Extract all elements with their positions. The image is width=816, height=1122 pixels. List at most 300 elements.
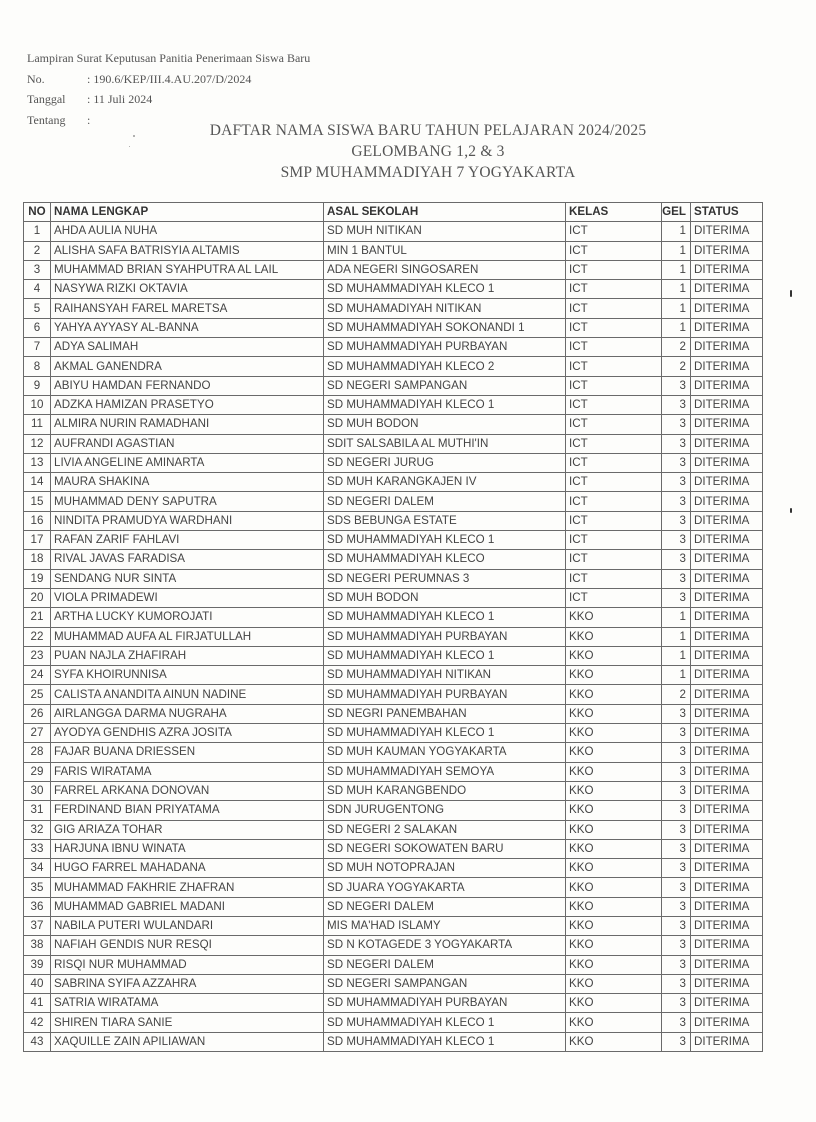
cell-name: ALMIRA NURIN RAMADHANI: [51, 415, 324, 434]
table-row: [24, 241, 763, 260]
cell-school: SD MUHAMADIYAH NITIKAN: [324, 299, 566, 318]
field-value: : 11 Juli 2024: [87, 92, 153, 106]
cell-class: ICT: [566, 453, 662, 472]
cell-school: SD MUH BODON: [324, 588, 566, 607]
cell-school: SDN JURUGENTONG: [324, 801, 566, 820]
cell-class: KKO: [566, 974, 662, 993]
cell-class: KKO: [566, 762, 662, 781]
table-row: [24, 222, 763, 241]
cell-status: DITERIMA: [691, 222, 763, 241]
cell-no: 14: [24, 473, 51, 492]
cell-status: DITERIMA: [691, 878, 763, 897]
cell-name: ADYA SALIMAH: [51, 338, 324, 357]
cell-wave: 3: [662, 415, 691, 434]
cell-school: SD MUHAMMADIYAH KLECO 2: [324, 357, 566, 376]
cell-class: ICT: [566, 318, 662, 337]
cell-wave: 3: [662, 492, 691, 511]
table-row: [24, 260, 763, 279]
cell-status: DITERIMA: [691, 859, 763, 878]
cell-class: ICT: [566, 569, 662, 588]
cell-status: DITERIMA: [691, 338, 763, 357]
cell-name: MUHAMMAD GABRIEL MADANI: [51, 897, 324, 916]
table-row: [24, 974, 763, 993]
cell-status: DITERIMA: [691, 415, 763, 434]
cell-wave: 3: [662, 801, 691, 820]
cell-no: 4: [24, 280, 51, 299]
scan-edge-mark: [790, 290, 792, 297]
title-line-1: DAFTAR NAMA SISWA BARU TAHUN PELAJARAN 2024/2025: [209, 122, 647, 139]
cell-status: DITERIMA: [691, 395, 763, 414]
cell-no: 16: [24, 511, 51, 530]
header-class: KELAS: [566, 203, 662, 222]
cell-no: 39: [24, 955, 51, 974]
cell-status: DITERIMA: [691, 511, 763, 530]
cell-wave: 3: [662, 588, 691, 607]
cell-wave: 1: [662, 222, 691, 241]
cell-class: ICT: [566, 492, 662, 511]
cell-class: KKO: [566, 878, 662, 897]
cell-status: DITERIMA: [691, 627, 763, 646]
table-row: [24, 608, 763, 627]
cell-class: KKO: [566, 1032, 662, 1051]
cell-school: SD MUHAMMADIYAH KLECO 1: [324, 724, 566, 743]
cell-no: 29: [24, 762, 51, 781]
cell-no: 5: [24, 299, 51, 318]
cell-no: 17: [24, 531, 51, 550]
cell-wave: 3: [662, 743, 691, 762]
cell-wave: 1: [662, 280, 691, 299]
cell-status: DITERIMA: [691, 318, 763, 337]
cell-status: DITERIMA: [691, 1032, 763, 1051]
table-row: [24, 627, 763, 646]
table-row: [24, 916, 763, 935]
cell-class: ICT: [566, 395, 662, 414]
cell-wave: 3: [662, 395, 691, 414]
cell-wave: 2: [662, 338, 691, 357]
cell-name: SATRIA WIRATAMA: [51, 994, 324, 1013]
cell-no: 21: [24, 608, 51, 627]
cell-class: ICT: [566, 222, 662, 241]
cell-wave: 3: [662, 974, 691, 993]
cell-class: ICT: [566, 415, 662, 434]
cell-name: MAURA SHAKINA: [51, 473, 324, 492]
cell-status: DITERIMA: [691, 550, 763, 569]
cell-name: ARTHA LUCKY KUMOROJATI: [51, 608, 324, 627]
cell-wave: 3: [662, 897, 691, 916]
cell-school: SD MUHAMMADIYAH KLECO 1: [324, 1013, 566, 1032]
field-date: [27, 89, 310, 110]
cell-no: 24: [24, 666, 51, 685]
cell-school: SD JUARA YOGYAKARTA: [324, 878, 566, 897]
cell-wave: 1: [662, 608, 691, 627]
cell-wave: 3: [662, 434, 691, 453]
cell-no: 30: [24, 781, 51, 800]
cell-class: ICT: [566, 280, 662, 299]
cell-school: SD NEGRI PANEMBAHAN: [324, 704, 566, 723]
table-row: [24, 704, 763, 723]
table-row: [24, 994, 763, 1013]
cell-status: DITERIMA: [691, 781, 763, 800]
cell-no: 20: [24, 588, 51, 607]
cell-no: 2: [24, 241, 51, 260]
table-row: [24, 492, 763, 511]
table-row: [24, 569, 763, 588]
cell-wave: 3: [662, 550, 691, 569]
cell-status: DITERIMA: [691, 453, 763, 472]
field-value: : 190.6/KEP/III.4.AU.207/D/2024: [87, 71, 252, 86]
cell-school: SD NEGERI 2 SALAKAN: [324, 820, 566, 839]
cell-class: ICT: [566, 550, 662, 569]
cell-class: KKO: [566, 627, 662, 646]
cell-status: DITERIMA: [691, 820, 763, 839]
cell-status: DITERIMA: [691, 762, 763, 781]
cell-wave: 3: [662, 453, 691, 472]
table-row: [24, 550, 763, 569]
cell-school: SD NEGERI PERUMNAS 3: [324, 569, 566, 588]
cell-class: ICT: [566, 260, 662, 279]
cell-name: AIRLANGGA DARMA NUGRAHA: [51, 704, 324, 723]
field-label: Tanggal: [27, 92, 66, 106]
cell-school: SD N KOTAGEDE 3 YOGYAKARTA: [324, 936, 566, 955]
cell-wave: 3: [662, 916, 691, 935]
cell-class: ICT: [566, 241, 662, 260]
cell-wave: 2: [662, 357, 691, 376]
cell-name: RAIHANSYAH FAREL MARETSA: [51, 299, 324, 318]
header-no: NO: [24, 203, 51, 222]
cell-status: DITERIMA: [691, 299, 763, 318]
cell-class: KKO: [566, 743, 662, 762]
cell-name: ALISHA SAFA BATRISYIA ALTAMIS: [51, 241, 324, 260]
cell-name: GIG ARIAZA TOHAR: [51, 820, 324, 839]
table-row: [24, 646, 763, 665]
header-status: STATUS: [691, 203, 763, 222]
table-row: [24, 936, 763, 955]
table-row: [24, 685, 763, 704]
cell-status: DITERIMA: [691, 704, 763, 723]
cell-class: ICT: [566, 473, 662, 492]
table-row: [24, 588, 763, 607]
cell-class: KKO: [566, 916, 662, 935]
cell-school: ADA NEGERI SINGOSAREN: [324, 260, 566, 279]
cell-name: FERDINAND BIAN PRIYATAMA: [51, 801, 324, 820]
cell-name: SENDANG NUR SINTA: [51, 569, 324, 588]
cell-class: KKO: [566, 994, 662, 1013]
table-row: [24, 897, 763, 916]
cell-class: ICT: [566, 511, 662, 530]
cell-school: SD NEGERI SOKOWATEN BARU: [324, 839, 566, 858]
cell-no: 11: [24, 415, 51, 434]
table-row: [24, 839, 763, 858]
table-row: [24, 318, 763, 337]
cell-status: DITERIMA: [691, 569, 763, 588]
cell-no: 40: [24, 974, 51, 993]
cell-no: 42: [24, 1013, 51, 1032]
letter-header: [27, 48, 310, 130]
cell-wave: 3: [662, 704, 691, 723]
table-row: [24, 299, 763, 318]
cell-school: SD MUH NOTOPRAJAN: [324, 859, 566, 878]
cell-school: MIN 1 BANTUL: [324, 241, 566, 260]
table-row: [24, 666, 763, 685]
scan-edge-mark: [790, 508, 792, 513]
cell-school: SD MUH NITIKAN: [324, 222, 566, 241]
cell-status: DITERIMA: [691, 955, 763, 974]
header-school: ASAL SEKOLAH: [324, 203, 566, 222]
cell-wave: 1: [662, 627, 691, 646]
cell-no: 15: [24, 492, 51, 511]
cell-no: 13: [24, 453, 51, 472]
table-row: [24, 820, 763, 839]
cell-status: DITERIMA: [691, 376, 763, 395]
cell-wave: 3: [662, 781, 691, 800]
cell-name: FAJAR BUANA DRIESSEN: [51, 743, 324, 762]
cell-school: SD NEGERI JURUG: [324, 453, 566, 472]
cell-wave: 1: [662, 666, 691, 685]
table-row: [24, 1032, 763, 1051]
table-row: [24, 415, 763, 434]
cell-school: SD MUHAMMADIYAH KLECO 1: [324, 608, 566, 627]
cell-wave: 3: [662, 859, 691, 878]
cell-name: AYODYA GENDHIS AZRA JOSITA: [51, 724, 324, 743]
cell-name: HUGO FARREL MAHADANA: [51, 859, 324, 878]
field-number: [27, 69, 310, 90]
cell-no: 1: [24, 222, 51, 241]
cell-school: SD MUHAMMADIYAH SEMOYA: [324, 762, 566, 781]
cell-wave: 1: [662, 241, 691, 260]
cell-wave: 1: [662, 260, 691, 279]
cell-wave: 3: [662, 936, 691, 955]
cell-status: DITERIMA: [691, 974, 763, 993]
cell-class: KKO: [566, 724, 662, 743]
cell-name: RAFAN ZARIF FAHLAVI: [51, 531, 324, 550]
cell-name: PUAN NAJLA ZHAFIRAH: [51, 646, 324, 665]
table-row: [24, 376, 763, 395]
cell-wave: 3: [662, 820, 691, 839]
cell-status: DITERIMA: [691, 1013, 763, 1032]
cell-class: KKO: [566, 955, 662, 974]
cell-no: 31: [24, 801, 51, 820]
cell-school: SD NEGERI SAMPANGAN: [324, 376, 566, 395]
cell-wave: 3: [662, 569, 691, 588]
cell-school: SD MUHAMMADIYAH KLECO 1: [324, 395, 566, 414]
table-row: [24, 878, 763, 897]
cell-status: DITERIMA: [691, 724, 763, 743]
table-row: [24, 531, 763, 550]
cell-name: ABIYU HAMDAN FERNANDO: [51, 376, 324, 395]
cell-school: SD MUHAMMADIYAH KLECO 1: [324, 1032, 566, 1051]
cell-wave: 3: [662, 878, 691, 897]
cell-school: SD NEGERI DALEM: [324, 897, 566, 916]
cell-no: 19: [24, 569, 51, 588]
cell-name: NAFIAH GENDIS NUR RESQI: [51, 936, 324, 955]
cell-name: SABRINA SYIFA AZZAHRA: [51, 974, 324, 993]
cell-no: 41: [24, 994, 51, 1013]
cell-status: DITERIMA: [691, 357, 763, 376]
cell-class: KKO: [566, 666, 662, 685]
cell-status: DITERIMA: [691, 994, 763, 1013]
table-row: [24, 511, 763, 530]
cell-school: SD MUH KARANGKAJEN IV: [324, 473, 566, 492]
cell-wave: 1: [662, 646, 691, 665]
cell-no: 43: [24, 1032, 51, 1051]
cell-class: KKO: [566, 897, 662, 916]
table-row: [24, 859, 763, 878]
cell-status: DITERIMA: [691, 241, 763, 260]
cell-name: AKMAL GANENDRA: [51, 357, 324, 376]
cell-no: 8: [24, 357, 51, 376]
cell-class: ICT: [566, 531, 662, 550]
header-wave: GEL: [662, 203, 691, 222]
cell-school: SD MUHAMMADIYAH NITIKAN: [324, 666, 566, 685]
cell-class: ICT: [566, 357, 662, 376]
cell-status: DITERIMA: [691, 588, 763, 607]
cell-class: KKO: [566, 859, 662, 878]
cell-status: DITERIMA: [691, 936, 763, 955]
cell-no: 27: [24, 724, 51, 743]
cell-class: KKO: [566, 820, 662, 839]
cell-name: RIVAL JAVAS FARADISA: [51, 550, 324, 569]
cell-status: DITERIMA: [691, 280, 763, 299]
cell-no: 12: [24, 434, 51, 453]
cell-status: DITERIMA: [691, 646, 763, 665]
cell-name: FARIS WIRATAMA: [51, 762, 324, 781]
table-row: [24, 280, 763, 299]
cell-school: SD MUHAMMADIYAH PURBAYAN: [324, 627, 566, 646]
cell-wave: 3: [662, 376, 691, 395]
cell-school: SD NEGERI SAMPANGAN: [324, 974, 566, 993]
cell-name: LIVIA ANGELINE AMINARTA: [51, 453, 324, 472]
cell-school: SD MUHAMMADIYAH SOKONANDI 1: [324, 318, 566, 337]
table-body: [24, 222, 763, 1052]
cell-status: DITERIMA: [691, 801, 763, 820]
cell-school: SD MUH KAUMAN YOGYAKARTA: [324, 743, 566, 762]
cell-school: SD MUHAMMADIYAH PURBAYAN: [324, 994, 566, 1013]
cell-no: 32: [24, 820, 51, 839]
cell-wave: 3: [662, 473, 691, 492]
cell-no: 3: [24, 260, 51, 279]
table-row: [24, 724, 763, 743]
cell-school: SDS BEBUNGA ESTATE: [324, 511, 566, 530]
cell-class: KKO: [566, 704, 662, 723]
cell-name: AUFRANDI AGASTIAN: [51, 434, 324, 453]
cell-school: SD MUHAMMADIYAH PURBAYAN: [324, 685, 566, 704]
cell-name: NABILA PUTERI WULANDARI: [51, 916, 324, 935]
cell-class: ICT: [566, 588, 662, 607]
cell-school: SD MUH BODON: [324, 415, 566, 434]
cell-class: KKO: [566, 608, 662, 627]
cell-wave: 1: [662, 299, 691, 318]
table-row: [24, 453, 763, 472]
cell-no: 36: [24, 897, 51, 916]
cell-school: SD MUH KARANGBENDO: [324, 781, 566, 800]
cell-class: ICT: [566, 376, 662, 395]
cell-wave: 1: [662, 318, 691, 337]
cell-school: MIS MA'HAD ISLAMY: [324, 916, 566, 935]
table-row: [24, 473, 763, 492]
cell-status: DITERIMA: [691, 608, 763, 627]
table-row: [24, 434, 763, 453]
cell-status: DITERIMA: [691, 434, 763, 453]
table-row: [24, 395, 763, 414]
header-name: NAMA LENGKAP: [51, 203, 324, 222]
cell-class: KKO: [566, 839, 662, 858]
cell-name: FARREL ARKANA DONOVAN: [51, 781, 324, 800]
cell-no: 33: [24, 839, 51, 858]
cell-status: DITERIMA: [691, 260, 763, 279]
cell-school: SD MUHAMMADIYAH KLECO 1: [324, 280, 566, 299]
cell-wave: 3: [662, 1032, 691, 1051]
cell-no: 34: [24, 859, 51, 878]
cell-name: NASYWA RIZKI OKTAVIA: [51, 280, 324, 299]
cell-status: DITERIMA: [691, 897, 763, 916]
cell-status: DITERIMA: [691, 916, 763, 935]
table-row: [24, 338, 763, 357]
cell-name: NINDITA PRAMUDYA WARDHANI: [51, 511, 324, 530]
cell-name: YAHYA AYYASY AL-BANNA: [51, 318, 324, 337]
cell-wave: 3: [662, 762, 691, 781]
cell-class: ICT: [566, 338, 662, 357]
cell-name: MUHAMMAD FAKHRIE ZHAFRAN: [51, 878, 324, 897]
cell-status: DITERIMA: [691, 685, 763, 704]
table-header-row: [24, 203, 763, 222]
cell-wave: 2: [662, 685, 691, 704]
title-line-2: GELOMBANG 1,2 & 3: [351, 143, 505, 160]
cell-school: SD MUHAMMADIYAH KLECO 1: [324, 646, 566, 665]
cell-no: 22: [24, 627, 51, 646]
cell-no: 37: [24, 916, 51, 935]
cell-class: KKO: [566, 685, 662, 704]
cell-class: KKO: [566, 801, 662, 820]
student-list-table: [23, 202, 763, 1052]
cell-status: DITERIMA: [691, 743, 763, 762]
cell-school: SD MUHAMMADIYAH KLECO 1: [324, 531, 566, 550]
cell-status: DITERIMA: [691, 531, 763, 550]
cell-no: 9: [24, 376, 51, 395]
title-line-3: SMP MUHAMMADIYAH 7 YOGYAKARTA: [280, 164, 576, 181]
field-label: Tentang: [27, 112, 66, 127]
cell-class: KKO: [566, 936, 662, 955]
cell-status: DITERIMA: [691, 839, 763, 858]
cell-class: ICT: [566, 299, 662, 318]
table-row: [24, 781, 763, 800]
cell-name: SHIREN TIARA SANIE: [51, 1013, 324, 1032]
cell-wave: 3: [662, 724, 691, 743]
cell-wave: 3: [662, 531, 691, 550]
cell-name: SYFA KHOIRUNNISA: [51, 666, 324, 685]
table-row: [24, 955, 763, 974]
cell-wave: 3: [662, 994, 691, 1013]
field-label: No.: [27, 71, 45, 86]
cell-no: 6: [24, 318, 51, 337]
cell-school: SD MUHAMMADIYAH KLECO: [324, 550, 566, 569]
cell-name: VIOLA PRIMADEWI: [51, 588, 324, 607]
cell-name: MUHAMMAD DENY SAPUTRA: [51, 492, 324, 511]
cell-no: 26: [24, 704, 51, 723]
cell-status: DITERIMA: [691, 666, 763, 685]
cell-class: KKO: [566, 1013, 662, 1032]
cell-class: ICT: [566, 434, 662, 453]
cell-school: SD NEGERI DALEM: [324, 955, 566, 974]
table-row: [24, 357, 763, 376]
cell-no: 10: [24, 395, 51, 414]
table-row: [24, 1013, 763, 1032]
table-row: [24, 743, 763, 762]
cell-no: 23: [24, 646, 51, 665]
table-row: [24, 762, 763, 781]
cell-no: 35: [24, 878, 51, 897]
cell-name: MUHAMMAD AUFA AL FIRJATULLAH: [51, 627, 324, 646]
cell-status: DITERIMA: [691, 473, 763, 492]
